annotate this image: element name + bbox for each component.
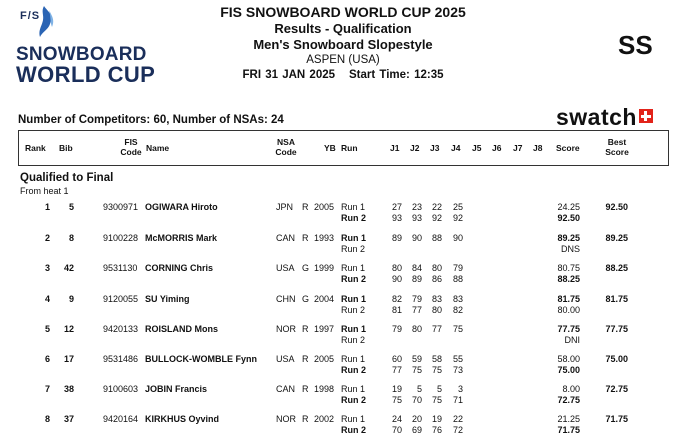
- run-score: 88.25: [557, 274, 580, 284]
- col-j4: J4: [451, 143, 461, 153]
- judge-1-score: 77: [391, 365, 402, 375]
- judge-4-score: 55: [452, 354, 463, 364]
- athlete-birth-year: 2005: [314, 354, 335, 364]
- judge-3-score: 88: [431, 233, 442, 243]
- athlete-fis-code: 9100228: [103, 233, 139, 243]
- run-label: Run 1: [341, 202, 366, 212]
- run-score: 58.00: [557, 354, 580, 364]
- athlete-nsa-code: USA: [276, 354, 295, 364]
- col-name: Name: [146, 143, 170, 153]
- run-score: 80.75: [557, 263, 580, 273]
- athlete-best-score: 75.00: [605, 354, 628, 364]
- swiss-cross-icon: [639, 109, 653, 123]
- athlete-name: KIRKHUS Oyvind: [145, 414, 220, 424]
- swatch-sponsor-logo: [556, 104, 653, 131]
- athlete-fis-code: 9420133: [103, 324, 139, 334]
- judge-2-score: 59: [411, 354, 422, 364]
- judge-3-score: 19: [431, 414, 442, 424]
- athlete-fis-code: 9120055: [103, 294, 139, 304]
- run-label: Run 2: [341, 425, 367, 435]
- event-location: ASPEN (USA): [306, 54, 380, 66]
- judge-1-score: 90: [391, 274, 402, 284]
- run-label: Run 2: [341, 305, 366, 315]
- athlete-bib: 8: [68, 233, 74, 243]
- athlete-stance: R: [302, 324, 309, 334]
- results-subtitle: Results - Qualification: [274, 21, 412, 36]
- judge-4-score: 22: [452, 414, 463, 424]
- judge-2-score: 70: [411, 395, 422, 405]
- run-score: 92.50: [557, 213, 580, 223]
- run-label: Run 1: [341, 384, 366, 394]
- run-label: Run 1: [341, 414, 366, 424]
- athlete-nsa-code: CAN: [276, 233, 296, 243]
- athlete-best-score: 77.75: [605, 324, 628, 334]
- athlete-best-score: 71.75: [605, 414, 628, 424]
- athlete-nsa-code: NOR: [276, 324, 296, 334]
- col-j5: J5: [472, 143, 482, 153]
- athlete-name: ROISLAND Mons: [145, 324, 218, 334]
- results-header: [170, 4, 516, 83]
- judge-1-score: 60: [391, 354, 402, 364]
- athlete-stance: G: [302, 263, 310, 273]
- judge-4-score: 79: [452, 263, 463, 273]
- judge-4-score: 92: [452, 213, 463, 223]
- athlete-birth-year: 2002: [314, 414, 335, 424]
- run-score: DNS: [560, 244, 580, 254]
- competition-title: FIS SNOWBOARD WORLD CUP 2025: [220, 4, 466, 20]
- snowboard-world-cup-logo: [16, 4, 156, 87]
- judge-2-score: 77: [411, 305, 422, 315]
- run-label: Run 1: [341, 324, 367, 334]
- athlete-stance: R: [302, 233, 309, 243]
- athlete-name: BULLOCK-WOMBLE Fynn: [145, 354, 257, 364]
- col-best-score: Best Score: [605, 137, 629, 157]
- athlete-rank: 5: [44, 324, 50, 334]
- col-yb: YB: [324, 143, 336, 153]
- col-score: Score: [556, 143, 580, 153]
- section-title: Qualified to Final: [20, 172, 114, 184]
- athlete-nsa-code: USA: [276, 263, 295, 273]
- judge-2-score: 84: [411, 263, 422, 273]
- athlete-fis-code: 9420164: [103, 414, 139, 424]
- results-column-header: [18, 130, 669, 166]
- col-j8: J8: [533, 143, 543, 153]
- run-score: 8.00: [562, 384, 580, 394]
- judge-3-score: 75: [431, 395, 442, 405]
- col-run: Run: [341, 143, 358, 153]
- judge-3-score: 83: [431, 294, 442, 304]
- judge-3-score: 22: [431, 202, 442, 212]
- event-date: FRI 31 JAN 2025: [242, 69, 336, 81]
- athlete-fis-code: 9100603: [103, 384, 139, 394]
- col-j3: J3: [430, 143, 440, 153]
- fis-logo-text: F/S: [20, 10, 41, 22]
- col-bib: Bib: [59, 143, 73, 153]
- athlete-stance: R: [302, 414, 309, 424]
- col-j7: J7: [513, 143, 523, 153]
- athlete-fis-code: 9531486: [103, 354, 139, 364]
- judge-3-score: 80: [431, 305, 442, 315]
- athlete-bib: 12: [63, 324, 74, 334]
- run-score: 81.75: [557, 294, 580, 304]
- athlete-bib: 37: [63, 414, 74, 424]
- athlete-name: McMORRIS Mark: [145, 233, 218, 243]
- athlete-rank: 1: [44, 202, 50, 212]
- athlete-birth-year: 1993: [314, 233, 335, 243]
- run-score: 72.75: [557, 395, 580, 405]
- judge-2-score: 75: [411, 365, 422, 375]
- judge-2-score: 90: [411, 233, 422, 243]
- judge-3-score: 92: [431, 213, 442, 223]
- athlete-birth-year: 2004: [314, 294, 335, 304]
- run-score: 24.25: [557, 202, 580, 212]
- event-date-time: [170, 68, 516, 83]
- start-time: Start Time: 12:35: [349, 69, 444, 81]
- athlete-bib: 17: [63, 354, 74, 364]
- athlete-fis-code: 9531130: [103, 263, 138, 273]
- run-score: 21.25: [557, 414, 580, 424]
- judge-2-score: 5: [416, 384, 422, 394]
- athlete-bib: 5: [68, 202, 74, 212]
- judge-1-score: 75: [391, 395, 402, 405]
- judge-4-score: 3: [457, 384, 463, 394]
- judge-1-score: 80: [391, 263, 402, 273]
- judge-1-score: 93: [391, 213, 402, 223]
- judge-2-score: 79: [411, 294, 422, 304]
- judge-1-score: 19: [391, 384, 402, 394]
- judge-3-score: 75: [431, 365, 442, 375]
- run-label: Run 2: [341, 244, 366, 254]
- judge-4-score: 90: [452, 233, 463, 243]
- judge-3-score: 76: [431, 425, 442, 435]
- judge-1-score: 27: [391, 202, 402, 212]
- athlete-bib: 38: [63, 384, 74, 394]
- judge-3-score: 58: [431, 354, 442, 364]
- judge-2-score: 93: [411, 213, 422, 223]
- athlete-fis-code: 9300971: [103, 202, 139, 212]
- athlete-nsa-code: CHN: [276, 294, 296, 304]
- athlete-birth-year: 2005: [314, 202, 335, 212]
- athlete-best-score: 81.75: [605, 294, 628, 304]
- run-label: Run 2: [341, 335, 366, 345]
- judge-1-score: 70: [391, 425, 402, 435]
- judge-1-score: 79: [391, 324, 402, 334]
- athlete-rank: 4: [44, 294, 50, 304]
- athlete-nsa-code: NOR: [276, 414, 296, 424]
- athlete-best-score: 88.25: [605, 263, 628, 273]
- athlete-nsa-code: CAN: [276, 384, 296, 394]
- run-label: Run 1: [341, 294, 367, 304]
- athlete-stance: R: [302, 354, 309, 364]
- athlete-rank: 8: [44, 414, 50, 424]
- judge-1-score: 89: [391, 233, 402, 243]
- athlete-name: OGIWARA Hiroto: [145, 202, 218, 212]
- run-label: Run 2: [341, 274, 367, 284]
- run-label: Run 2: [341, 365, 367, 375]
- judge-3-score: 86: [431, 274, 442, 284]
- judge-1-score: 82: [391, 294, 402, 304]
- judge-2-score: 80: [411, 324, 422, 334]
- athlete-birth-year: 1997: [314, 324, 335, 334]
- athlete-rank: 7: [44, 384, 50, 394]
- event-name: Men's Snowboard Slopestyle: [253, 37, 433, 52]
- col-j1: J1: [390, 143, 400, 153]
- run-score: 89.25: [557, 233, 580, 243]
- athlete-rank: 6: [44, 354, 50, 364]
- athlete-stance: R: [302, 202, 309, 212]
- athlete-best-score: 72.75: [605, 384, 628, 394]
- judge-1-score: 81: [391, 305, 402, 315]
- run-label: Run 2: [341, 213, 367, 223]
- run-score: 75.00: [557, 365, 580, 375]
- judge-4-score: 83: [452, 294, 463, 304]
- athlete-stance: G: [302, 294, 310, 304]
- athlete-name: JOBIN Francis: [145, 384, 208, 394]
- col-nsa-code: NSA Code: [275, 137, 297, 157]
- sponsor-text: swatch: [556, 104, 637, 130]
- logo-snowboard-text: SNOWBOARD: [16, 44, 147, 65]
- competitors-info: Number of Competitors: 60, Number of NSAs: 24: [18, 114, 284, 126]
- heat-label: From heat 1: [20, 186, 69, 196]
- judge-2-score: 23: [411, 202, 422, 212]
- judge-4-score: 73: [452, 365, 463, 375]
- athlete-birth-year: 1998: [314, 384, 335, 394]
- athlete-bib: 9: [68, 294, 74, 304]
- athlete-name: SU Yiming: [145, 294, 190, 304]
- athlete-rank: 2: [44, 233, 50, 243]
- judge-2-score: 69: [411, 425, 422, 435]
- athlete-best-score: 89.25: [605, 233, 628, 243]
- run-label: Run 1: [341, 233, 367, 243]
- run-label: Run 1: [341, 263, 366, 273]
- run-score: 71.75: [557, 425, 580, 435]
- judge-3-score: 80: [431, 263, 442, 273]
- col-rank: Rank: [25, 143, 46, 153]
- judge-2-score: 20: [411, 414, 422, 424]
- athlete-birth-year: 1999: [314, 263, 335, 273]
- athlete-best-score: 92.50: [605, 202, 628, 212]
- judge-4-score: 25: [452, 202, 463, 212]
- judge-4-score: 88: [452, 274, 463, 284]
- judge-4-score: 72: [452, 425, 463, 435]
- run-score: DNI: [564, 335, 580, 345]
- judge-4-score: 71: [452, 395, 463, 405]
- athlete-bib: 42: [63, 263, 74, 273]
- logo-world-cup-text: WORLD CUP: [16, 62, 156, 87]
- event-code: SS: [618, 30, 653, 60]
- col-fis-code: FIS Code: [120, 137, 142, 157]
- athlete-rank: 3: [44, 263, 50, 273]
- run-label: Run 1: [341, 354, 366, 364]
- run-label: Run 2: [341, 395, 367, 405]
- athlete-nsa-code: JPN: [276, 202, 294, 212]
- judge-4-score: 75: [452, 324, 463, 334]
- run-score: 77.75: [557, 324, 580, 334]
- athlete-stance: R: [302, 384, 309, 394]
- col-j2: J2: [410, 143, 420, 153]
- col-j6: J6: [492, 143, 502, 153]
- judge-4-score: 82: [452, 305, 463, 315]
- judge-1-score: 24: [391, 414, 402, 424]
- judge-3-score: 77: [431, 324, 442, 334]
- athlete-name: CORNING Chris: [145, 263, 214, 273]
- judge-3-score: 5: [436, 384, 442, 394]
- judge-2-score: 89: [411, 274, 422, 284]
- run-score: 80.00: [557, 305, 580, 315]
